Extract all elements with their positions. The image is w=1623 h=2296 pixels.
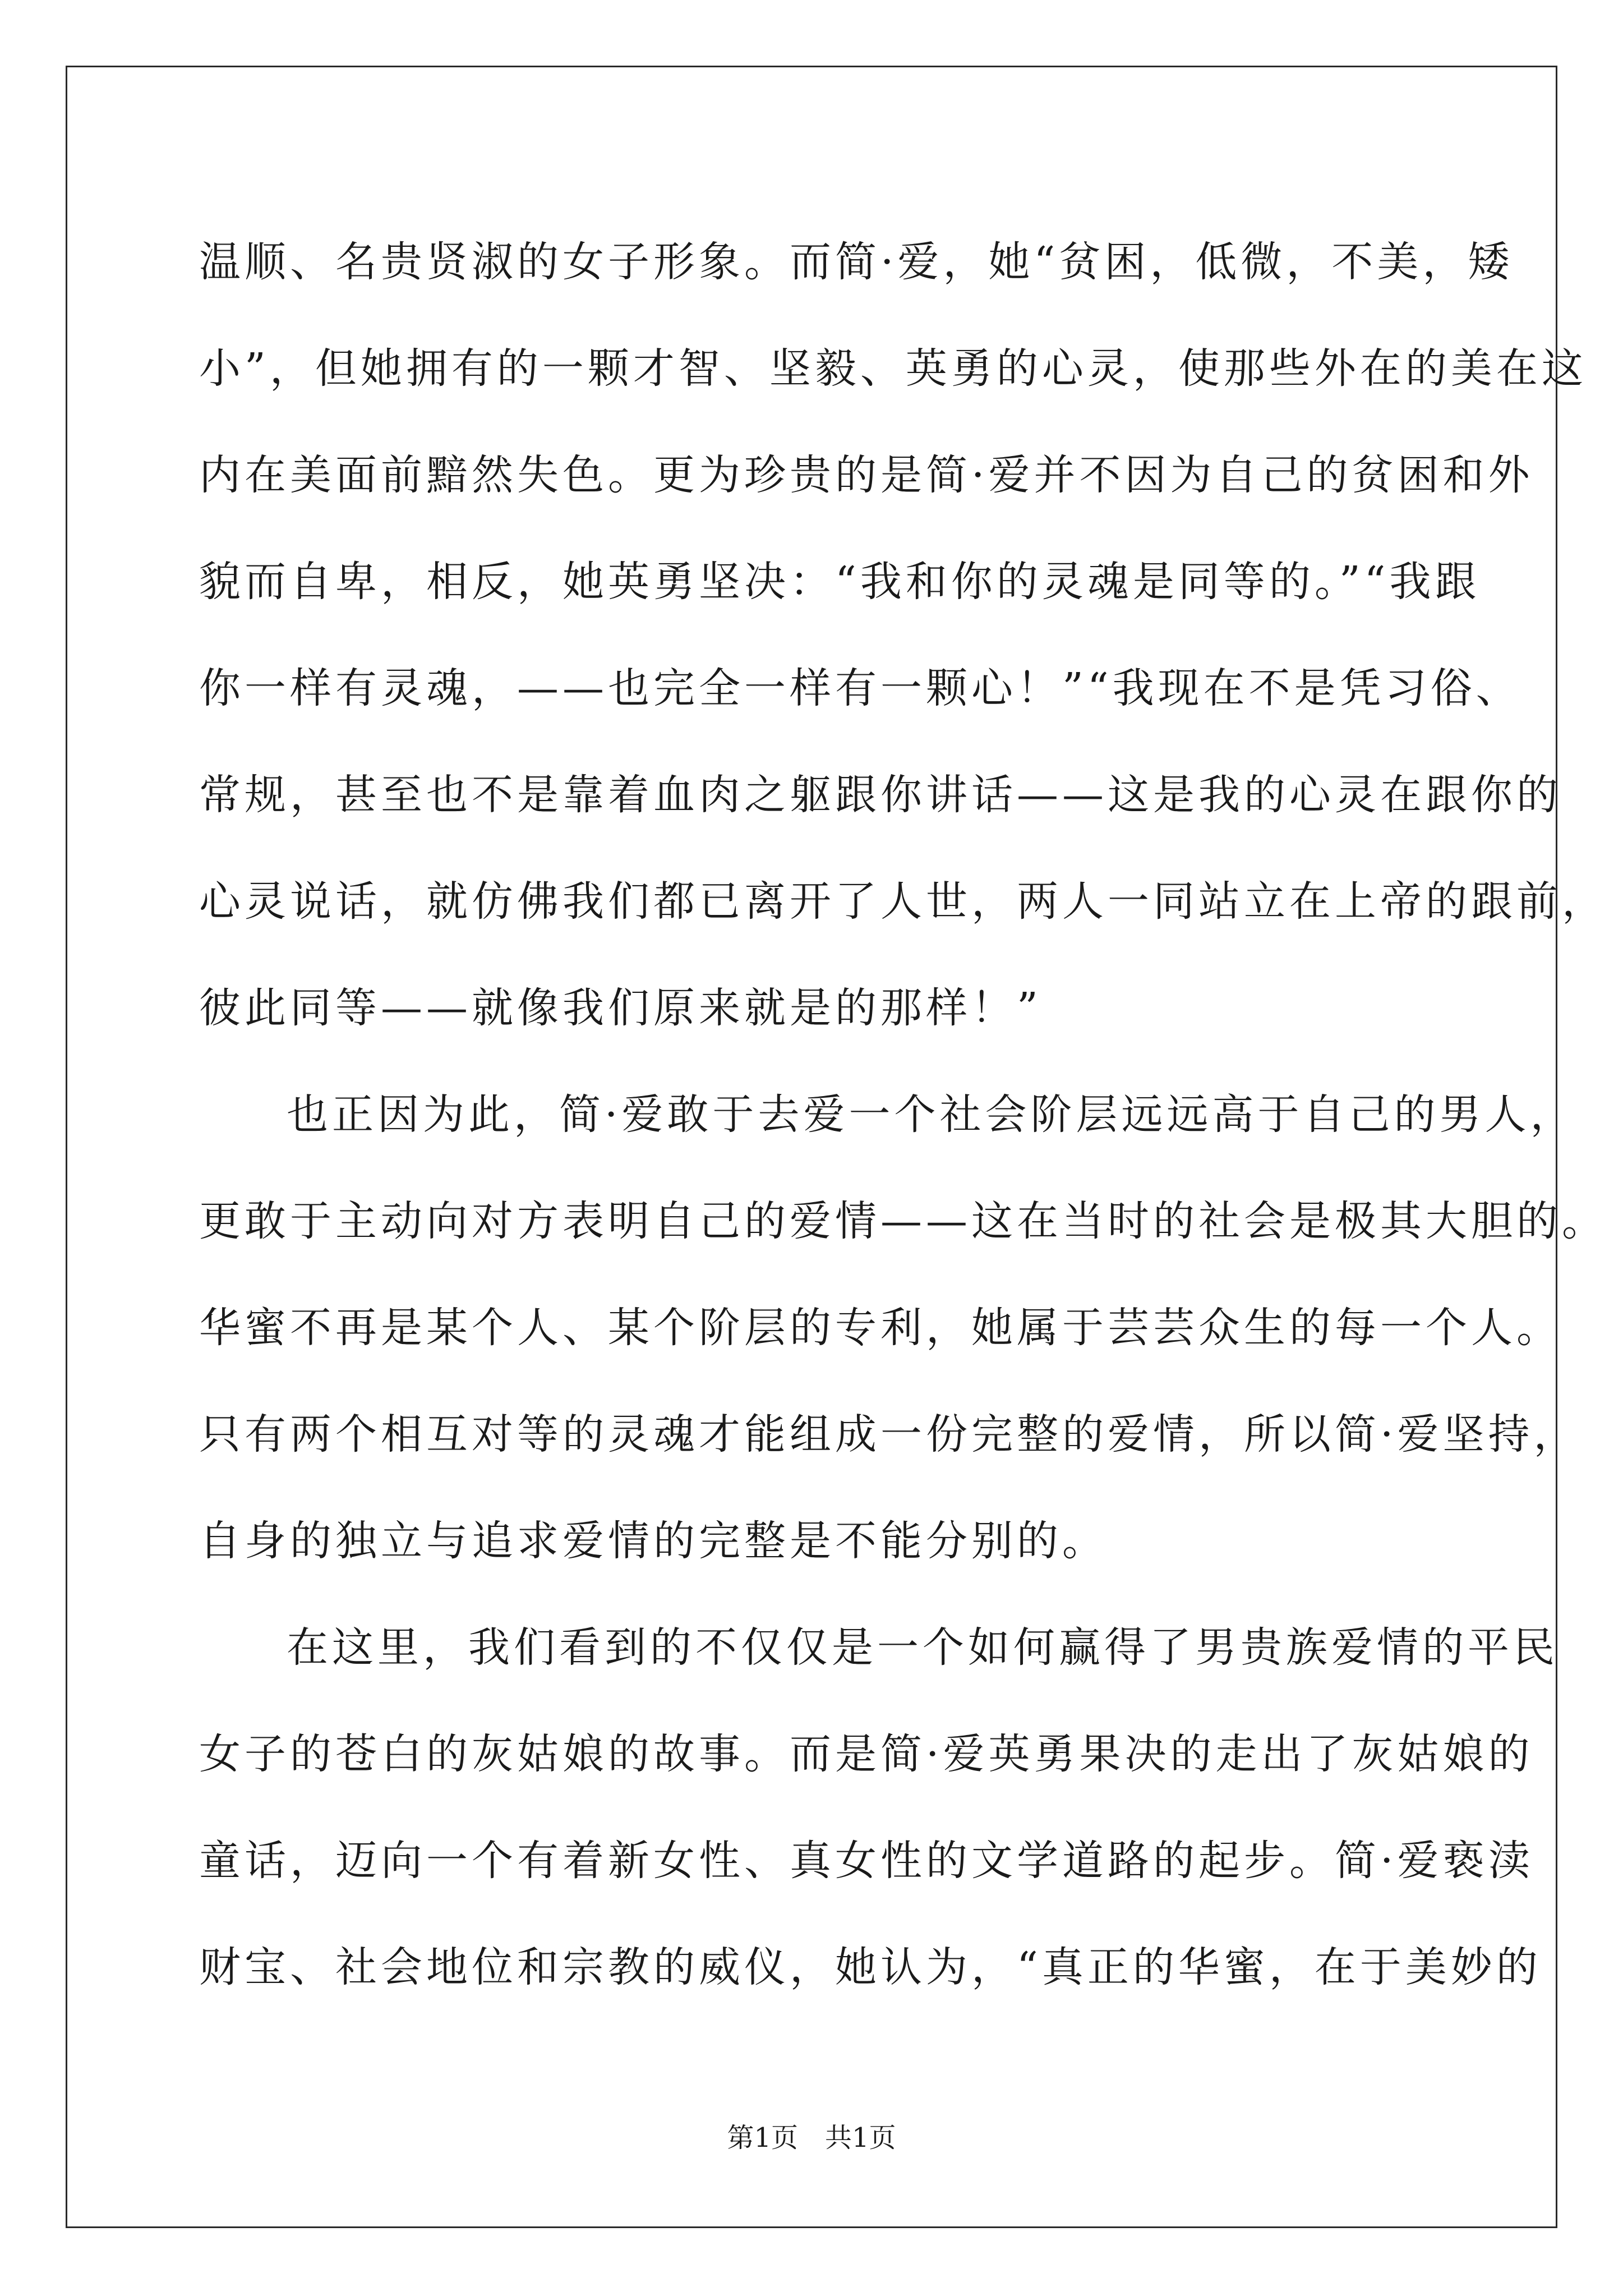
document-body bbox=[199, 209, 1607, 2021]
text-line: 貌而自卑，相反，她英勇坚决：“我和你的灵魂是同等的。”“我跟 bbox=[199, 558, 1481, 606]
text-line: 女子的苍白的灰姑娘的故事。而是简·爱英勇果决的走出了灰姑娘的 bbox=[199, 1730, 1534, 1778]
text-line: 温顺、名贵贤淑的女子形象。而简·爱，她“贫困，低微，不美，矮 bbox=[199, 238, 1514, 286]
text-line: 小”，但她拥有的一颗才智、坚毅、英勇的心灵，使那些外在的美在这 bbox=[199, 344, 1587, 393]
text-line: 自身的独立与追求爱情的完整是不能分别的。 bbox=[199, 1517, 1108, 1565]
text-line: 更敢于主动向对方表明自己的爱情——这在当时的社会是极其大胆的。 bbox=[199, 1197, 1607, 1245]
text-line: 童话，迈向一个有着新女性、真女性的文学道路的起步。简·爱亵渎 bbox=[199, 1837, 1534, 1885]
text-line: 华蜜不再是某个人、某个阶层的专利，她属于芸芸众生的每一个人。 bbox=[199, 1304, 1562, 1352]
text-line: 财宝、社会地位和宗教的威仪，她认为，“真正的华蜜，在于美妙的 bbox=[199, 1943, 1542, 1991]
text-line: 内在美面前黯然失色。更为珍贵的是简·爱并不因为自己的贫困和外 bbox=[199, 451, 1534, 499]
text-line: 你一样有灵魂，——也完全一样有一颗心！”“我现在不是凭习俗、 bbox=[199, 664, 1521, 712]
text-line: 只有两个相互对等的灵魂才能组成一份完整的爱情，所以简·爱坚持， bbox=[199, 1410, 1579, 1458]
text-line: 心灵说话，就仿佛我们都已离开了人世，两人一同站立在上帝的跟前， bbox=[199, 877, 1607, 926]
page-number-footer: 第1页 共1页 bbox=[727, 2122, 896, 2154]
paragraph-first-line: 在这里，我们看到的不仅仅是一个如何赢得了男贵族爱情的平民 bbox=[287, 1623, 1559, 1672]
text-line: 常规，甚至也不是靠着血肉之躯跟你讲话——这是我的心灵在跟你的 bbox=[199, 771, 1562, 819]
paragraph-first-line: 也正因为此，简·爱敢于去爱一个社会阶层远远高于自己的男人， bbox=[287, 1091, 1576, 1139]
text-line: 彼此同等——就像我们原来就是的那样！” bbox=[199, 984, 1042, 1032]
